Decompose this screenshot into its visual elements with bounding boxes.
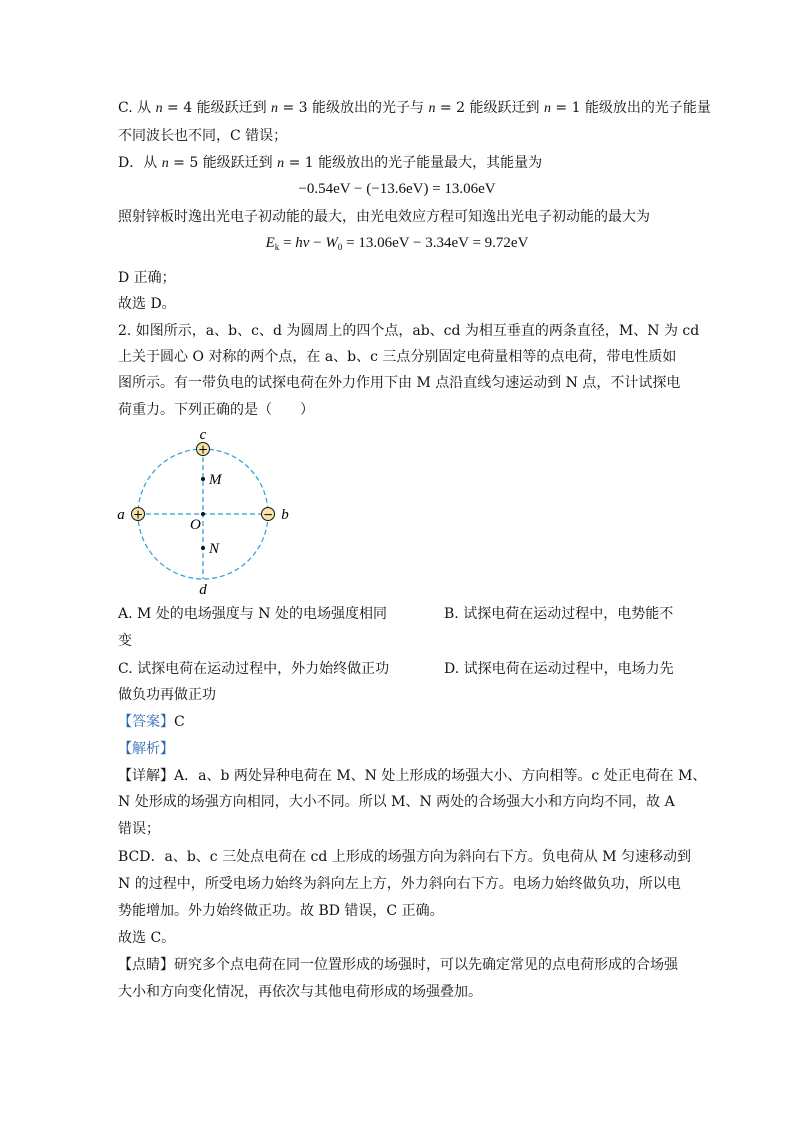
answer-line	[118, 712, 185, 732]
detail-line-4: BCD．a、b、c 三处点电荷在 cd 上形成的场强方向为斜向右下方。负电荷从 M 匀速移动到	[118, 849, 692, 865]
tip-line-1: 【点睛】研究多个点电荷在同一位置形成的场强时，可以先确定常见的点电荷形成的合场强	[118, 957, 678, 973]
option-c-line-2: 不同波长也不同，C 错误；	[118, 128, 288, 144]
detail-line-6: 势能增加。外力始终做正功。故 BD 错误，C 正确。	[118, 903, 444, 919]
point-O	[201, 512, 205, 516]
charge-a-sign: +	[132, 507, 144, 522]
question-2-line-2: 上关于圆心 O 对称的两个点，在 a、b、c 三点分别固定电荷量相等的点电荷，带电性质如	[118, 349, 677, 365]
option-c-line-1: C. 从 n = 4 能级跃迁到 n = 3 能级放出的光子与 n = 2 能级跃迁到 n = 1 能级放出的光子能量	[118, 100, 711, 116]
detail-line-7: 故选 C。	[118, 930, 176, 946]
label-b: b	[281, 507, 289, 523]
option-b-line-1: B. 试探电荷在运动过程中，电势能不	[444, 606, 674, 622]
detail-line-2: N 处形成的场强方向相同，大小不同。所以 M、N 两处的合场强大小和方向均不同，故 A	[118, 794, 675, 810]
option-a: A. M 处的电场强度与 N 处的电场强度相同	[118, 606, 387, 622]
option-d-line-1: D．从 n = 5 能级跃迁到 n = 1 能级放出的光子能量最大，其能量为	[118, 155, 543, 171]
label-M: M	[209, 472, 222, 488]
circle-charge-figure	[112, 426, 302, 596]
tip-line-2: 大小和方向变化情况，再依次与其他电荷形成的场强叠加。	[118, 984, 482, 1000]
point-N	[201, 546, 205, 550]
tip-tag: 【点睛】	[118, 957, 174, 973]
detail-line-1: 【详解】A．a、b 两处异种电荷在 M、N 处上形成的场强大小、方向相等。c 处正电荷在 M、	[118, 768, 707, 784]
equation-kinetic: $E_k = h\nu - W_0 = 13.06eV - 3.34eV = 9.72eV$	[265, 235, 529, 252]
point-M	[201, 477, 205, 481]
analysis-tag: 【解析】	[118, 741, 174, 757]
charge-c-sign: +	[197, 442, 209, 457]
detail-line-5: N 的过程中，所受电场力始终为斜向左上方，外力斜向右下方。电场力始终做负功，所以电	[118, 876, 681, 892]
question-2-line-4: 荷重力。下列正确的是（ ）	[118, 402, 314, 418]
analysis-tag-line	[118, 739, 174, 759]
option-d-line-3: D 正确；	[118, 270, 176, 286]
option-d-line-4: 故选 D。	[118, 296, 176, 312]
equation-energy: −0.54eV − (−13.6eV) = 13.06eV	[298, 181, 496, 197]
detail-line-3: 错误；	[118, 821, 160, 837]
question-2-line-3: 图所示。有一带负电的试探电荷在外力作用下由 M 点沿直线匀速运动到 N 点，不计试探电	[118, 375, 681, 391]
option-d-line-2: 照射锌板时逸出光电子初动能的最大，由光电效应方程可知逸出光电子初动能的最大为	[118, 209, 650, 225]
label-N: N	[209, 541, 220, 557]
question-2-line-1: 2. 如图所示，a、b、c、d 为圆周上的四个点，ab、cd 为相互垂直的两条直径，M、N 为 cd	[118, 323, 700, 339]
label-a: a	[117, 507, 125, 523]
answer-tag: 【答案】	[118, 714, 174, 730]
answer-value: C	[174, 714, 185, 730]
option-d-line-1-q2: D. 试探电荷在运动过程中，电场力先	[444, 661, 674, 677]
option-c: C. 试探电荷在运动过程中，外力始终做正功	[118, 661, 390, 677]
charge-b-sign: −	[262, 507, 274, 522]
label-d: d	[199, 582, 207, 596]
option-d-line-2-q2: 做负功再做正功	[118, 687, 216, 703]
label-c: c	[199, 427, 207, 443]
label-O: O	[190, 517, 201, 533]
detail-tag: 【详解】	[118, 768, 174, 784]
option-b-line-2: 变	[118, 633, 132, 649]
